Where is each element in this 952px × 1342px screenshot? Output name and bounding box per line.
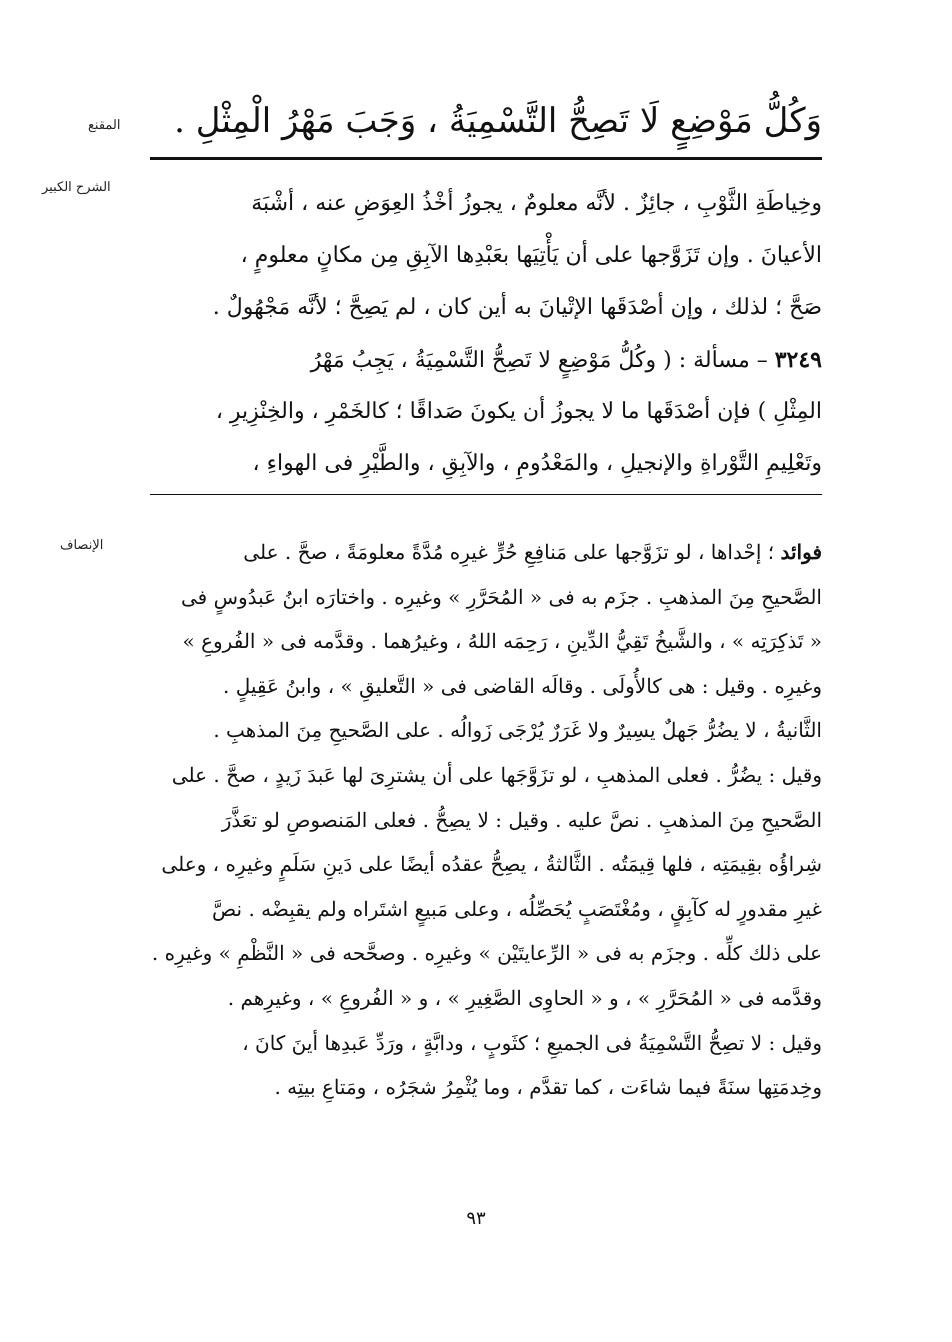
insaf-line: وخِدمَتِها سنَةً فيما شاءَت ، كما تقدَّم ، وما يُثْمِرُ شجَرُه ، ومَتاعِ بيتِه . (274, 1075, 822, 1100)
insaf-line: غيرِ مقدورٍ له كآبِقٍ ، ومُغْتَصَبٍ يُحَصِّلُه ، وعلى مَبيعٍ اشتَراه ولم يقبِضْه . نصَّ (212, 896, 822, 921)
sharh-line: المِثْلِ ) فإن أصْدَقَها ما لا يجوزُ أن يكونَ صَداقًا ؛ كالخَمْرِ ، والخِنْزِيرِ ، (215, 399, 822, 424)
side-label-insaf: الإنصاف (60, 538, 104, 553)
insaf-line: شِراؤُه بقِيمَتِه ، فلها قِيمَتُه . الثَّالثةُ ، يصِحُّ عقدُه أيضًا على دَينِ سَلَمٍ وغيرِه ، وعلى (161, 852, 822, 877)
insaf-text (150, 530, 822, 1110)
sharh-line: صَحَّ ؛ لذلك ، وإن أصْدَقَها الإتْيانَ به أين كان ، لم يَصِحَّ ؛ لأنَّه مَجْهُولٌ . (212, 295, 822, 320)
side-label-sharh: الشرح الكبير (42, 180, 111, 195)
section-divider (150, 494, 822, 495)
muqni-text (150, 88, 822, 154)
sharh-text (150, 178, 822, 490)
insaf-line-text: ؛ إحْداها ، لو تزَوَّجها على مَنافِعِ حُرٍّ غيرِه مُدَّةً معلومَةً ، صحَّ . على (243, 540, 781, 564)
insaf-line: وقيل : لا تصِحُّ التَّسْمِيَةُ فى الجميعِ ؛ كثَوبٍ ، ودابَّةٍ ، ورَدِّ عَبدِها أينَ كانَ ، (242, 1030, 822, 1055)
sharh-line: وتَعْلِيمِ التَّوْراةِ والإنجيلِ ، والمَعْدُومِ ، والآبِقِ ، والطَّيْرِ فى الهواءِ ، (252, 451, 822, 476)
masala-line (150, 334, 822, 386)
insaf-line: الصَّحيحِ مِنَ المذهبِ . نصَّ عليه . وقيل : لا يصِحُّ . فعلى المَنصوصِ لو تعَذَّرَ (221, 807, 822, 832)
sharh-line: وخِياطَةِ الثَّوْبِ ، جائِزٌ . لأنَّه معلومٌ ، يجوزُ أخْذُ العِوَضِ عنه ، أشْبَهَ (251, 191, 822, 216)
muqni-line: وَكُلُّ مَوْضِعٍ لَا تَصِحُّ التَّسْمِيَةُ ، وَجَبَ مَهْرُ الْمِثْلِ . (174, 101, 822, 141)
insaf-line: على ذلك كلِّه . وجزَم به فى « الرِّعايتَيْن » وغيرِه . وصحَّحه فى « النَّظْمِ » وغيرِه . (151, 941, 822, 966)
section-divider (150, 157, 822, 160)
insaf-line: وغيرِه . وقيل : هى كالأُولَى . وقالَه القاضى فى « التَّعليقِ » ، وابنُ عَقِيلٍ . (223, 673, 822, 698)
sharh-line: الأعيانَ . وإن تَزَوَّجها على أن يَأْتِيَها بعَبْدِها الآبِقِ مِن مكانٍ معلومٍ ، (240, 243, 822, 268)
insaf-line: الثَّانيةُ ، لا يضُرُّ جَهلٌ يسِيرٌ ولا غَرَرٌ يُرْجَى زَوالُه . على الصَّحيحِ مِنَ المذهبِ . (213, 718, 822, 743)
side-label-muqni: المقنع (88, 118, 121, 133)
insaf-line: وقدَّمه فى « المُحَرَّرِ » ، و « الحاوِى الصَّغِيرِ » ، و « الفُروعِ » ، وغيرِهم . (227, 985, 822, 1010)
insaf-line: « تَذكِرَتِه » ، والشَّيخُ تَقِيُّ الدِّينِ ، رَحِمَه اللهُ ، وغيرُهما . وقدَّمه فى « الفُروعِ » (182, 629, 822, 654)
masala-text: – مسألة : ( وكُلُّ مَوْضِعٍ لا تَصِحُّ التَّسْمِيَةُ ، يَجِبُ مَهْرُ (310, 348, 775, 373)
page-number: ٩٣ (466, 1208, 486, 1229)
insaf-line: وقيل : يضُرُّ . فعلى المذهبِ ، لو تزَوَّجَها على أن يشترِىَ لها عَبدَ زَيدٍ ، صحَّ . على (171, 762, 822, 787)
masala-number: ٣٢٤٩ (774, 347, 822, 373)
insaf-first-line (150, 530, 822, 575)
insaf-line: الصَّحيحِ مِنَ المذهبِ . جزَم به فى « المُحَرَّرِ » وغيرِه . واختارَه ابنُ عَبدُوسٍ فى (181, 584, 822, 609)
fawaid-heading: فوائد (780, 540, 822, 564)
